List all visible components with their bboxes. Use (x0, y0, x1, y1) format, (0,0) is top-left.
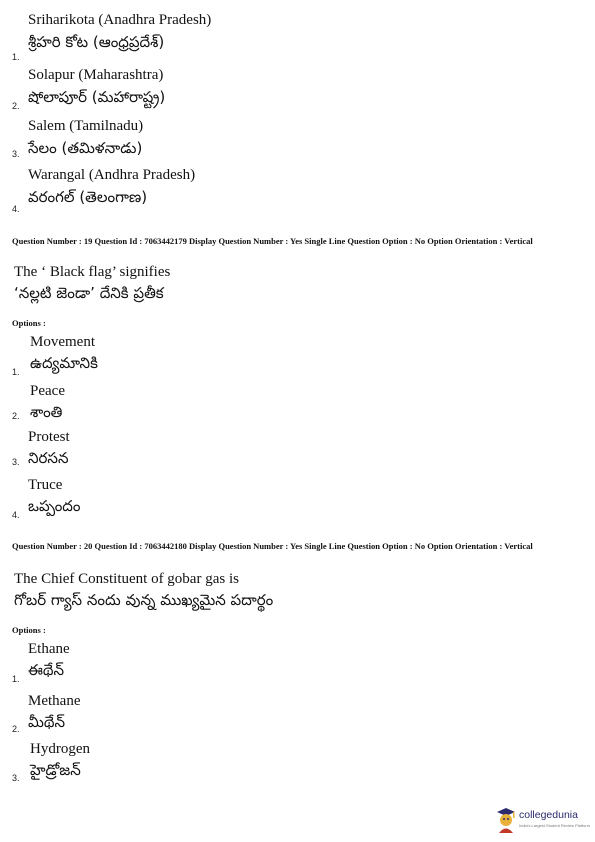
option-number: 3. (12, 773, 20, 783)
option-text-en: Hydrogen (30, 741, 90, 757)
option-text-en: Movement (30, 334, 95, 350)
option-text-en: Peace (30, 383, 65, 399)
option-text-te: మీథేన్ (28, 713, 65, 731)
option-text-te: శాంతి (30, 403, 63, 421)
option-text-en: Solapur (Maharashtra) (28, 67, 164, 83)
option-number: 1. (12, 674, 20, 684)
option-number: 4. (12, 204, 20, 214)
option-number: 3. (12, 457, 20, 467)
option-number: 2. (12, 101, 20, 111)
question-text-te: ‘నల్లటి జెండా’ దేనికి ప్రతీక (14, 284, 164, 302)
logo-brand: collegedunia (519, 809, 578, 821)
question-text-en: The Chief Constituent of gobar gas is (14, 571, 239, 587)
option-number: 1. (12, 367, 20, 377)
logo-tagline: India's Largest Student Review Platform (519, 823, 591, 828)
option-number: 2. (12, 724, 20, 734)
option-number: 2. (12, 411, 20, 421)
question-meta: Question Number : 20 Question Id : 7063442180 Display Question Number : Yes Single Line Question Option : No Option Orientation : Vertical (12, 541, 533, 551)
graduate-mascot-icon (495, 806, 517, 834)
question-text-en: The ‘ Black flag’ signifies (14, 264, 171, 280)
option-number: 3. (12, 149, 20, 159)
option-text-te: నిరసన (28, 449, 69, 467)
option-text-te: సేలం (తమిళనాడు) (28, 139, 143, 157)
option-text-en: Ethane (28, 641, 70, 657)
option-text-te: వరంగల్ (తెలంగాణ) (28, 188, 148, 206)
question-meta: Question Number : 19 Question Id : 7063442179 Display Question Number : Yes Single Line Question Option : No Option Orientation : Vertical (12, 236, 533, 246)
option-text-en: Sriharikota (Anadhra Pradesh) (28, 12, 212, 28)
option-text-en: Truce (28, 477, 63, 493)
option-text-en: Methane (28, 693, 81, 709)
option-number: 1. (12, 52, 20, 62)
option-text-te: ఉద్యమానికి (30, 354, 98, 372)
option-text-en: Salem (Tamilnadu) (28, 118, 144, 134)
option-text-en: Warangal (Andhra Pradesh) (28, 167, 196, 183)
collegedunia-logo (495, 806, 591, 836)
option-text-te: శ్రీహరి కోట (ఆంధ్రప్రదేశ్) (28, 33, 165, 51)
options-label: Options : (12, 625, 46, 635)
option-text-te: షోలాపూర్ (మహారాష్ట్ర) (28, 88, 166, 106)
option-text-te: ఈథేన్ (28, 661, 65, 679)
options-label: Options : (12, 318, 46, 328)
option-text-te: హైడ్రోజన్ (30, 761, 81, 779)
option-text-te: ఒప్పందం (28, 497, 81, 515)
question-text-te: గోబర్ గ్యాస్ నందు వున్న ముఖ్యమైన పదార్థం (14, 591, 274, 609)
option-text-en: Protest (28, 429, 70, 445)
option-number: 4. (12, 510, 20, 520)
